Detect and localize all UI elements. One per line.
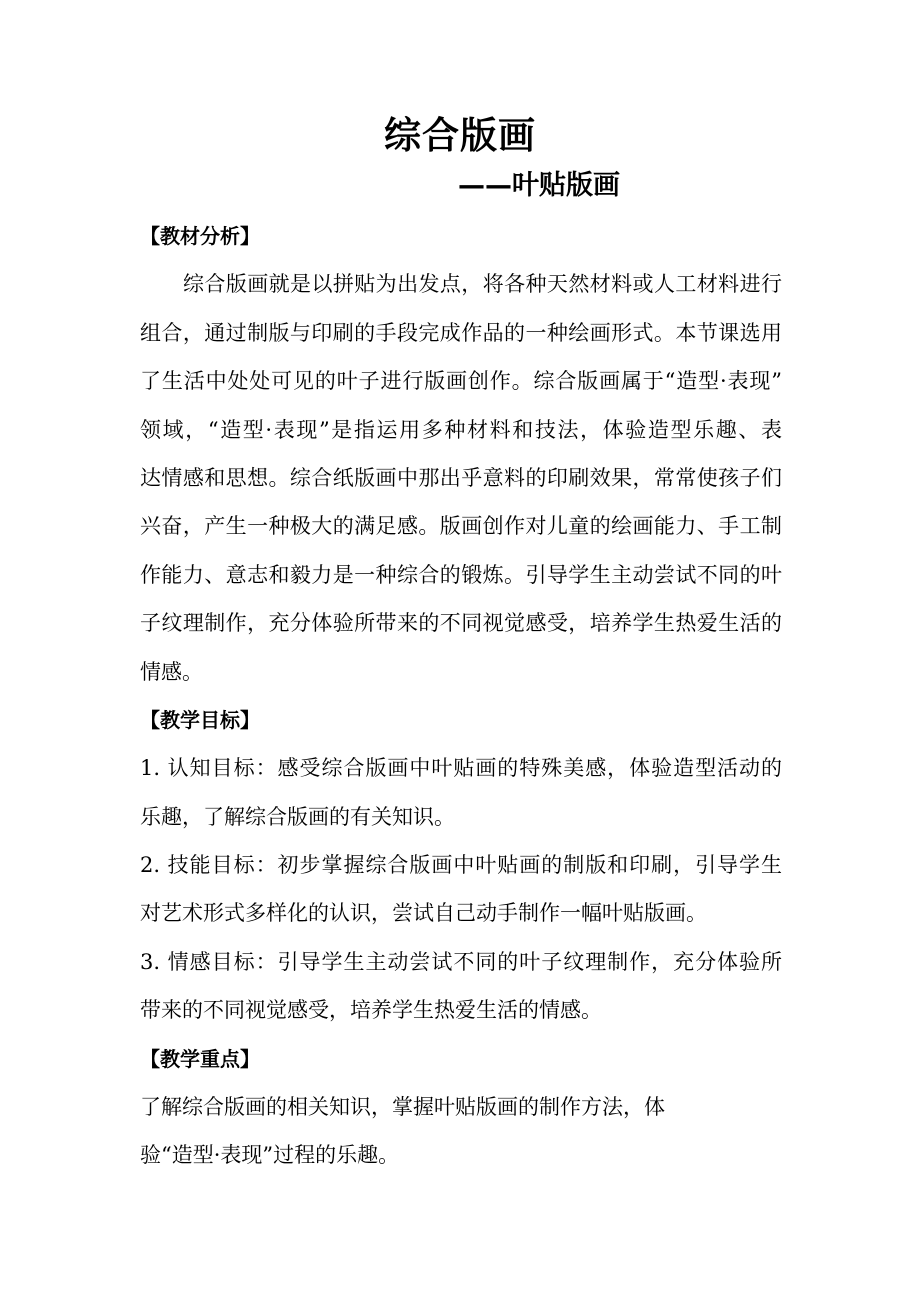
paragraph-line: 兴奋，产生一种极大的满足感。版画创作对儿童的绘画能力、手工制 (140, 514, 782, 539)
section-heading-analysis: 【教材分析】 (140, 224, 260, 248)
goal-line: 乐趣，了解综合版画的有关知识。 (140, 804, 455, 829)
goal-line: 3. 情感目标：引导学生主动尝试不同的叶子纹理制作，充分体验所 (140, 949, 782, 974)
section-heading-keypoints: 【教学重点】 (140, 1046, 260, 1071)
keypoint-line: 验“造型·表现”过程的乐趣。 (140, 1143, 400, 1168)
goal-line: 带来的不同视觉感受，培养学生热爱生活的情感。 (140, 998, 602, 1023)
paragraph-line: 子纹理制作，充分体验所带来的不同视觉感受，培养学生热爱生活的 (140, 611, 782, 636)
paragraph-line: 领域，“造型·表现”是指运用多种材料和技法，体验造型乐趣、表 (140, 417, 782, 442)
paragraph-line: 综合版画就是以拼贴为出发点，将各种天然材料或人工材料进行 (183, 272, 782, 297)
paragraph-line: 达情感和思想。综合纸版画中那出乎意料的印刷效果，常常使孩子们 (140, 465, 782, 490)
goal-line: 对艺术形式多样化的认识，尝试自己动手制作一幅叶贴版画。 (140, 901, 707, 926)
document-body (140, 212, 782, 1180)
keypoint-line: 了解综合版画的相关知识，掌握叶贴版画的制作方法，体 (140, 1095, 665, 1120)
goal-line: 2. 技能目标：初步掌握综合版画中叶贴画的制版和印刷，引导学生 (140, 853, 782, 878)
paragraph-line: 作能力、意志和毅力是一种综合的锻炼。引导学生主动尝试不同的叶 (140, 562, 782, 587)
paragraph-line: 情感。 (140, 659, 203, 684)
goal-line: 1. 认知目标：感受综合版画中叶贴画的特殊美感，体验造型活动的 (140, 756, 782, 781)
document-subtitle: ——叶贴版画 (458, 170, 620, 201)
section-heading-goals: 【教学目标】 (140, 707, 260, 732)
paragraph-line: 组合，通过制版与印刷的手段完成作品的一种绘画形式。本节课选用 (140, 320, 782, 345)
paragraph-line: 了生活中处处可见的叶子进行版画创作。综合版画属于“造型·表现” (140, 369, 782, 394)
document-title: 综合版画 (384, 114, 536, 157)
